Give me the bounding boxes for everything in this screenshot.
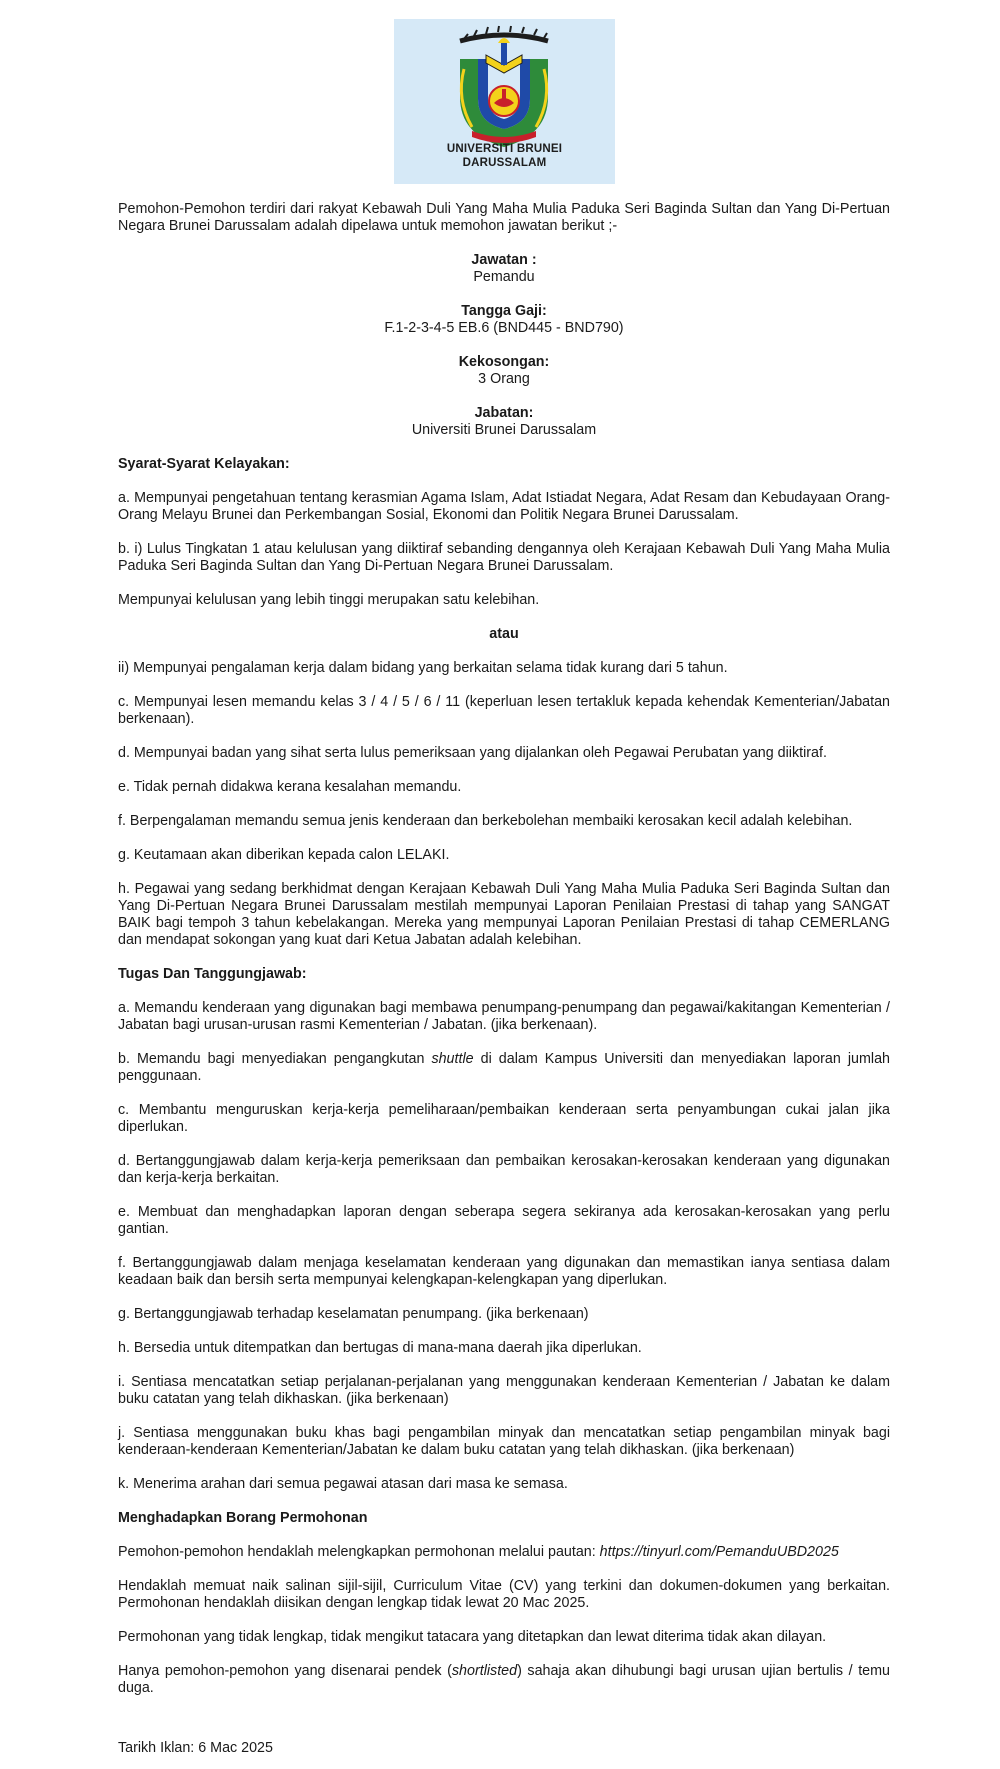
syarat-heading: Syarat-Syarat Kelayakan: bbox=[118, 456, 290, 472]
field-value: 3 Orang bbox=[478, 371, 530, 387]
syarat-item-f: f. Berpengalaman memandu semua jenis kenderaan dan berkebolehan membaiki kerosakan kecil adalah kelebihan. bbox=[118, 813, 853, 829]
syarat-item-g: g. Keutamaan akan diberikan kepada calon LELAKI. bbox=[118, 847, 450, 863]
borang-paragraph-3: Permohonan yang tidak lengkap, tidak mengikut tatacara yang ditetapkan dan lewat diterima tidak akan dilayan. bbox=[118, 1629, 827, 1645]
tugas-item-f: f. Bertanggungjawab dalam menjaga keselamatan kenderaan yang digunakan dan memastikan ianya sentiasa dalam keadaan baik dan bersih serta mempunyai kelengkapan-kelengkapan yang diperlukan. bbox=[118, 1255, 890, 1288]
syarat-item-e: e. Tidak pernah didakwa kerana kesalahan memandu. bbox=[118, 779, 462, 795]
field-label: Jabatan: bbox=[474, 405, 534, 421]
application-link[interactable]: https://tinyurl.com/PemanduUBD2025 bbox=[599, 1544, 839, 1560]
advertisement-body bbox=[118, 201, 890, 1714]
tugas-item-h: h. Bersedia untuk ditempatkan dan bertugas di mana-mana daerah jika diperlukan. bbox=[118, 1340, 642, 1356]
intro-paragraph: Pemohon-Pemohon terdiri dari rakyat Kebawah Duli Yang Maha Mulia Paduka Seri Baginda Sultan dan Yang Di-Pertuan Negara Brunei Darussalam adalah dipelawa untuk memohon jawatan berikut ;- bbox=[118, 201, 890, 234]
tugas-item-i: i. Sentiasa mencatatkan setiap perjalanan-perjalanan yang menggunakan kenderaan Kementerian / Jabatan ke dalam buku catatan yang telah dikhaskan. (jika berkenaan) bbox=[118, 1374, 890, 1407]
tugas-item-j: j. Sentiasa menggunakan buku khas bagi pengambilan minyak dan mencatatkan setiap pengambilan minyak bagi kenderaan-kenderaan Kementerian/Jabatan ke dalam buku catatan yang telah dikhaskan. (jika berkenaan) bbox=[118, 1425, 890, 1458]
field-tangga-gaji bbox=[118, 303, 890, 337]
field-jabatan bbox=[118, 405, 890, 439]
borang-paragraph-4 bbox=[118, 1663, 890, 1697]
tugas-item-b-pre: b. Memandu bagi menyediakan pengangkutan bbox=[118, 1051, 432, 1067]
syarat-item-b: b. i) Lulus Tingkatan 1 atau kelulusan yang diiktiraf sebanding dengannya oleh Kerajaan Kebawah Duli Yang Maha Mulia Paduka Seri Baginda Sultan dan Yang Di-Pertuan Negara Brunei Darussalam. bbox=[118, 541, 890, 574]
field-jawatan bbox=[118, 252, 890, 286]
syarat-item-c: c. Mempunyai lesen memandu kelas 3 / 4 / 5 / 6 / 11 (keperluan lesen tertakluk kepada kehendak Kementerian/Jabatan berkenaan). bbox=[118, 694, 890, 727]
atau-separator: atau bbox=[489, 626, 519, 642]
syarat-item-b-ii: ii) Mempunyai pengalaman kerja dalam bidang yang berkaitan selama tidak kurang dari 5 tahun. bbox=[118, 660, 728, 676]
field-label: Tangga Gaji: bbox=[461, 303, 547, 319]
field-value: F.1-2-3-4-5 EB.6 (BND445 - BND790) bbox=[384, 320, 624, 336]
tugas-item-b bbox=[118, 1051, 890, 1085]
borang-p4-pre: Hanya pemohon-pemohon yang disenarai pendek ( bbox=[118, 1663, 452, 1679]
borang-paragraph-2: Hendaklah memuat naik salinan sijil-sijil, Curriculum Vitae (CV) yang terkini dan dokumen-dokumen yang berkaitan. Permohonan hendaklah diisikan dengan lengkap tidak lewat 20 Mac 2025. bbox=[118, 1578, 890, 1611]
tugas-item-e: e. Membuat dan menghadapkan laporan dengan seberapa segera sekiranya ada kerosakan-kerosakan yang perlu gantian. bbox=[118, 1204, 890, 1237]
syarat-item-d: d. Mempunyai badan yang sihat serta lulus pemeriksaan yang dijalankan oleh Pegawai Perubatan yang diiktiraf. bbox=[118, 745, 827, 761]
tugas-item-c: c. Membantu menguruskan kerja-kerja pemeliharaan/pembaikan kenderaan serta penyambungan cukai jalan jika diperlukan. bbox=[118, 1102, 890, 1135]
syarat-item-h: h. Pegawai yang sedang berkhidmat dengan Kerajaan Kebawah Duli Yang Maha Mulia Paduka Seri Baginda Sultan dan Yang Di-Pertuan Negara Brunei Darussalam mestilah mempunyai Laporan Penilaian Prestasi di tahap yang SANGAT BAIK bagi tempoh 3 tahun kebelakangan. Mereka yang mempunyai Laporan Penilaian Prestasi di tahap CEMERLANG dan mendapat sokongan yang kuat dari Ketua Jabatan adalah kelebihan. bbox=[118, 881, 890, 948]
logo-name-line1: UNIVERSITI BRUNEI bbox=[446, 143, 563, 155]
tugas-item-d: d. Bertanggungjawab dalam kerja-kerja pemeriksaan dan pembaikan kerosakan-kerosakan kenderaan yang digunakan dan kerja-kerja berkaitan. bbox=[118, 1153, 890, 1186]
tugas-item-b-em: shuttle bbox=[431, 1051, 474, 1067]
tugas-item-a: a. Memandu kenderaan yang digunakan bagi membawa penumpang-penumpang dan pegawai/kakitangan Kementerian / Jabatan bagi urusan-urusan rasmi Kementerian / Jabatan. (jika berkenaan). bbox=[118, 1000, 890, 1033]
borang-p4-post: ) sahaja akan dihubungi bagi urusan ujian bertulis / temu duga. bbox=[118, 1663, 890, 1696]
borang-p1-pre: Pemohon-pemohon hendaklah melengkapkan permohonan melalui pautan: bbox=[118, 1544, 600, 1560]
syarat-item-b-note: Mempunyai kelulusan yang lebih tinggi merupakan satu kelebihan. bbox=[118, 592, 540, 608]
field-value: Universiti Brunei Darussalam bbox=[411, 422, 597, 438]
tugas-item-g: g. Bertanggungjawab terhadap keselamatan penumpang. (jika berkenaan) bbox=[118, 1306, 589, 1322]
university-logo bbox=[394, 19, 615, 184]
field-value: Pemandu bbox=[473, 269, 535, 285]
tugas-heading: Tugas Dan Tanggungjawab: bbox=[118, 966, 307, 982]
borang-p4-em: shortlisted bbox=[451, 1663, 518, 1679]
field-kekosongan bbox=[118, 354, 890, 388]
field-label: Jawatan : bbox=[471, 252, 537, 268]
tugas-item-k: k. Menerima arahan dari semua pegawai atasan dari masa ke semasa. bbox=[118, 1476, 568, 1492]
advertisement-date: Tarikh Iklan: 6 Mac 2025 bbox=[118, 1740, 273, 1756]
borang-heading: Menghadapkan Borang Permohonan bbox=[118, 1510, 368, 1526]
logo-name-line2: DARUSSALAM bbox=[462, 157, 547, 169]
borang-paragraph-1 bbox=[118, 1544, 890, 1561]
syarat-item-a: a. Mempunyai pengetahuan tentang kerasmian Agama Islam, Adat Istiadat Negara, Adat Resam dan Kebudayaan Orang-Orang Melayu Brunei dan Perkembangan Sosial, Ekonomi dan Politik Negara Brunei Darussalam. bbox=[118, 490, 890, 523]
tugas-item-b-post: di dalam Kampus Universiti dan menyediakan laporan jumlah penggunaan. bbox=[118, 1051, 890, 1084]
field-label: Kekosongan: bbox=[458, 354, 550, 370]
